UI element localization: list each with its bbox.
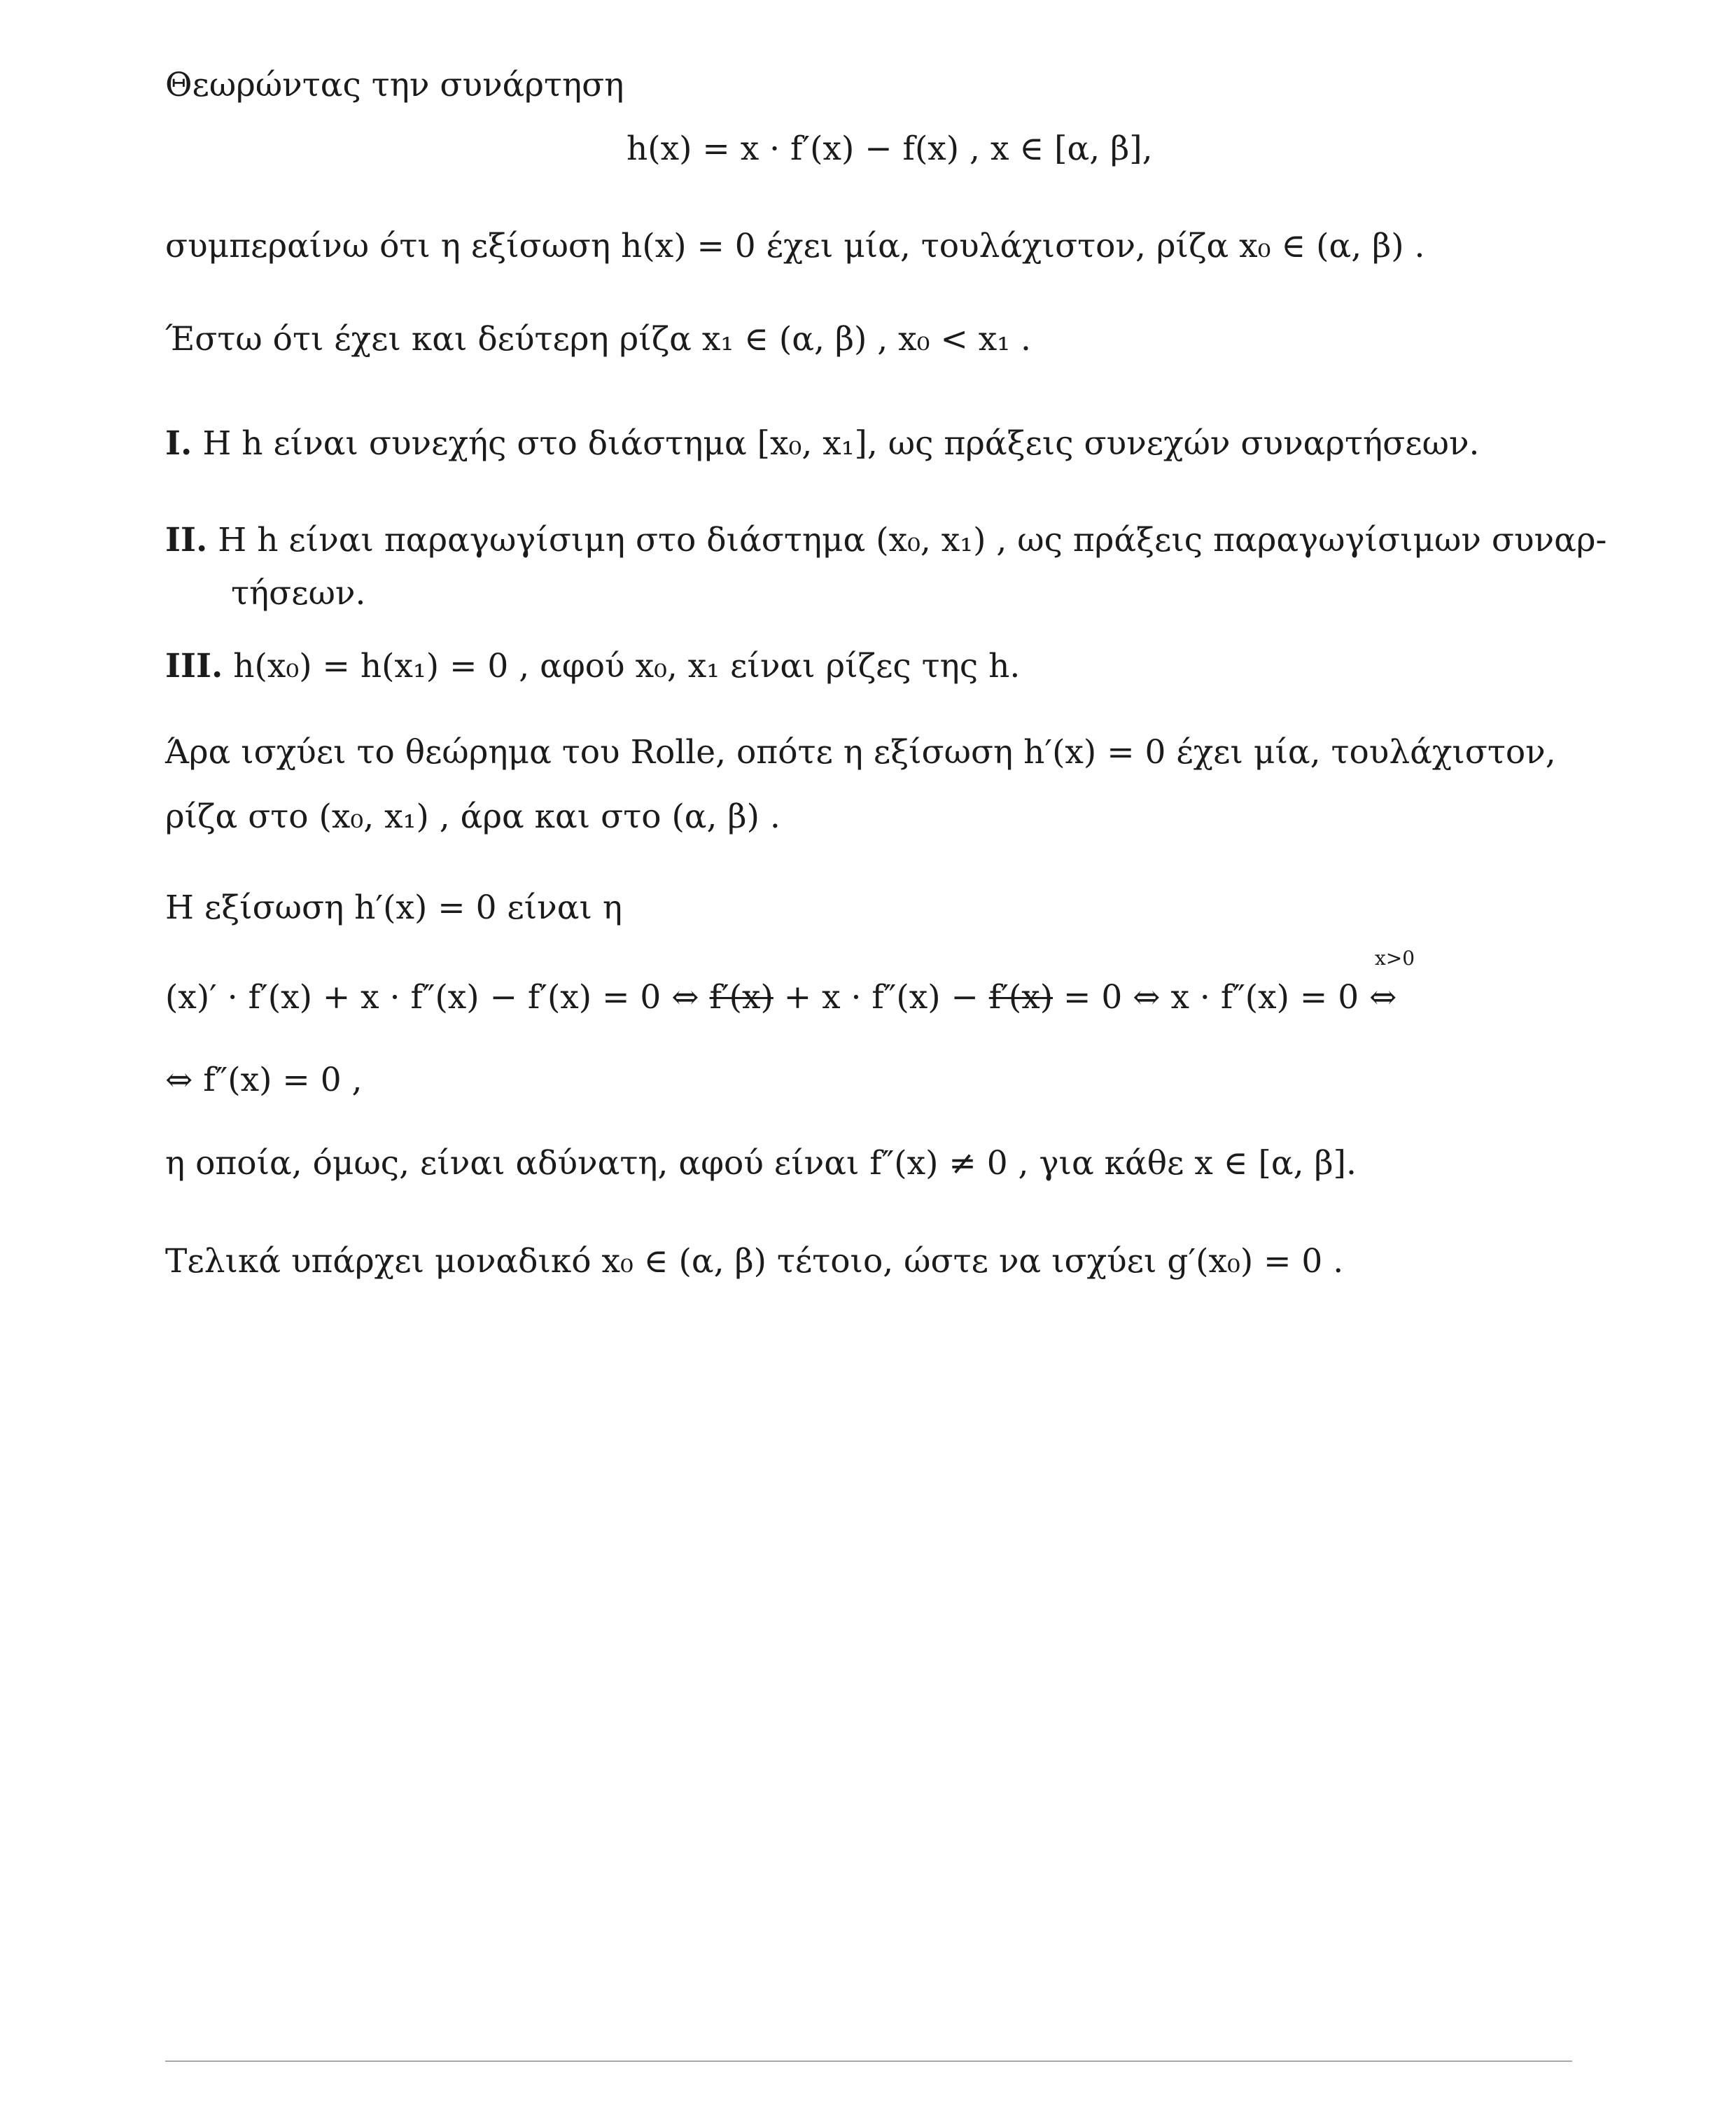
rolle-line-2: ρίζα στο (x₀, x₁) , άρα και στο (α, β) . bbox=[165, 797, 780, 836]
derivation-part2: + x · f″(x) − bbox=[773, 978, 989, 1017]
item-ii-label: II. bbox=[165, 521, 208, 559]
h-definition-formula: h(x) = x · f′(x) − f(x) , x ∈ [α, β], bbox=[626, 130, 1153, 168]
cancelled-term-2: f′(x) bbox=[988, 978, 1054, 1017]
item-i-text: Η h είναι συνεχής στο διάστημα [x₀, x₁], ως πράξεις συνεχών συναρτήσεων. bbox=[202, 424, 1480, 463]
item-i-label: I. bbox=[165, 424, 192, 463]
item-ii-text-line2: τήσεων. bbox=[231, 574, 366, 613]
root-statement: συμπεραίνω ότι η εξίσωση h(x) = 0 έχει μία, τουλάχιστον, ρίζα x₀ ∈ (α, β) . bbox=[165, 227, 1425, 265]
item-iii-label: III. bbox=[165, 647, 223, 685]
item-ii bbox=[165, 519, 1606, 562]
derivation-part3: = 0 ⇔ x · f″(x) = 0 ⇔ bbox=[1053, 978, 1397, 1017]
equation-intro: Η εξίσωση h′(x) = 0 είναι η bbox=[165, 888, 623, 927]
item-ii-text-line1: Η h είναι παραγωγίσιμη στο διάστημα (x₀, x₁) , ως πράξεις παραγωγίσιμων συναρ- bbox=[218, 521, 1607, 559]
item-i bbox=[165, 423, 1479, 465]
second-root-assumption: Έστω ότι έχει και δεύτερη ρίζα x₁ ∈ (α, β) , x₀ < x₁ . bbox=[165, 320, 1031, 358]
derivation-line bbox=[165, 977, 1396, 1019]
intro-text: Θεωρώντας την συνάρτηση bbox=[165, 66, 624, 104]
rolle-line-1: Άρα ισχύει το θεώρημα του Rolle, οπότε η εξίσωση h′(x) = 0 έχει μία, τουλάχιστον, bbox=[165, 733, 1556, 772]
footer-divider bbox=[165, 2060, 1572, 2062]
derivation-line-2: ⇔ f″(x) = 0 , bbox=[165, 1061, 363, 1099]
derivation-part1: (x)′ · f′(x) + x · f″(x) − f′(x) = 0 ⇔ bbox=[165, 978, 710, 1017]
item-iii bbox=[165, 646, 1020, 688]
conclusion-statement: Τελικά υπάρχει μοναδικό x₀ ∈ (α, β) τέτοιο, ώστε να ισχύει g′(x₀) = 0 . bbox=[165, 1242, 1344, 1281]
contradiction-statement: η οποία, όμως, είναι αδύνατη, αφού είναι f″(x) ≠ 0 , για κάθε x ∈ [α, β]. bbox=[165, 1144, 1357, 1183]
cancelled-term-1: f′(x) bbox=[709, 978, 774, 1017]
condition-above-arrow: x>0 bbox=[1375, 947, 1415, 970]
item-iii-text: h(x₀) = h(x₁) = 0 , αφού x₀, x₁ είναι ρίζες της h. bbox=[233, 647, 1021, 685]
